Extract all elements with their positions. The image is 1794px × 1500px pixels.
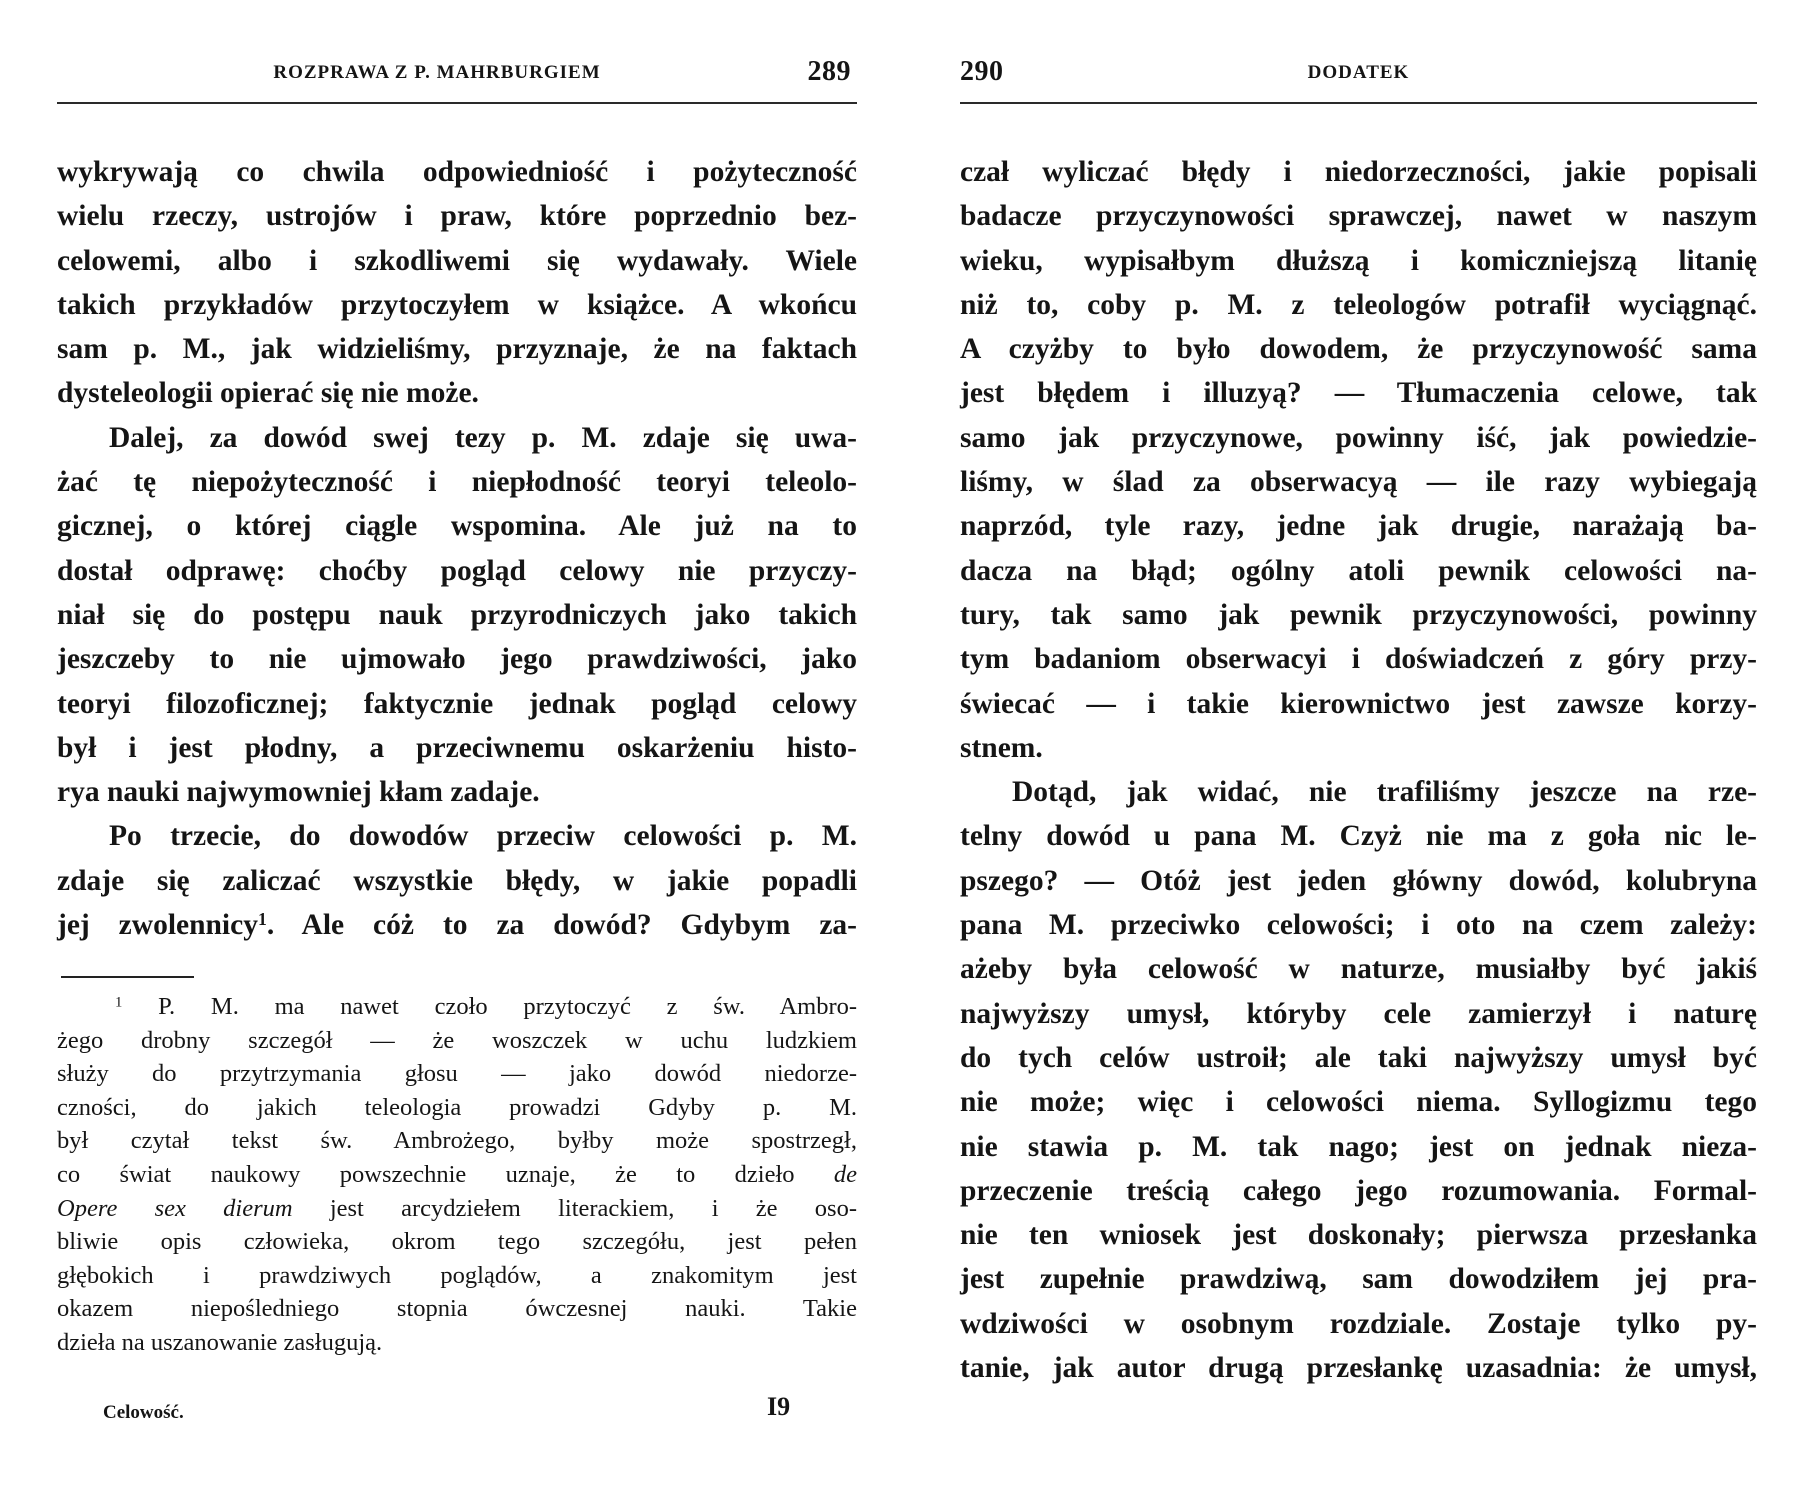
footnote-line: żego drobny szczegół — że woszczek w uchu ludzkiem — [57, 1026, 857, 1054]
text-line: był i jest płodny, a przeciwnemu oskarżeniu histo- — [57, 731, 857, 764]
text-line: rya nauki najwymowniej kłam zadaje. — [57, 776, 540, 809]
signature-mark: I9 — [767, 1392, 791, 1421]
running-title: DODATEK — [1307, 62, 1410, 83]
text-line: wieku, wypisałbym dłuższą i komiczniejszą litanię — [960, 244, 1757, 277]
paragraph-start: Dotąd, jak widać, nie trafiliśmy jeszcze na rze- — [1012, 776, 1757, 809]
footnote-line: był czytał tekst św. Ambrożego, byłby może spostrzegł, — [57, 1127, 857, 1155]
text-line: najwyższy umysł, któryby cele zamierzył i naturę — [960, 997, 1757, 1030]
text-line: nie stawia p. M. tak nago; jest on jednak nieza- — [960, 1130, 1757, 1163]
text-line: gicznej, o której ciągle wspomina. Ale już na to — [57, 510, 857, 543]
text-line: samo jak przyczynowe, powinny iść, jak powiedzie- — [960, 421, 1757, 454]
text-line: dacza na błąd; ogólny atoli pewnik celowości na- — [960, 554, 1757, 587]
footnote-line: głębokich i prawdziwych poglądów, a znakomitym jest — [57, 1261, 857, 1289]
running-head — [57, 56, 857, 86]
page-number: 289 — [807, 56, 851, 87]
text-line: ażeby była celowość w naturze, musiałby być jakiś — [960, 953, 1757, 986]
text-line: celowemi, albo i szkodliwemi się wydawały. Wiele — [57, 244, 857, 277]
footnote-line — [57, 1192, 857, 1226]
text-line: pana M. przeciwko celowości; i oto na czem zależy: — [960, 909, 1757, 942]
page-number: 290 — [960, 56, 1004, 87]
text-fragment: jej zwolennicy — [57, 909, 258, 942]
text-line: takich przykładów przytoczyłem w książce. A wkońcu — [57, 288, 857, 321]
footnote-line: bliwie opis człowieka, okrom tego szczegółu, jest pełen — [57, 1228, 857, 1256]
text-line: przeczenie treścią całego jego rozumowania. Formal- — [960, 1174, 1757, 1207]
footnote-line: czności, do jakich teleologia prowadzi Gdyby p. M. — [57, 1093, 857, 1121]
footnote-line: okazem niepośledniego stopnia ówczesnej nauki. Takie — [57, 1295, 857, 1323]
text-line: żać tę niepożyteczność i niepłodność teoryi teleolo- — [57, 466, 857, 499]
text-line: tym badaniom obserwacyi i doświadczeń z góry przy- — [960, 643, 1757, 676]
footnote-line — [57, 1158, 857, 1192]
text-line: świecać — i takie kierownictwo jest zawsze korzy- — [960, 687, 1757, 720]
text-line: niał się do postępu nauk przyrodniczych jako takich — [57, 598, 857, 631]
text-line: wielu rzeczy, ustrojów i praw, które poprzednio bez- — [57, 200, 857, 233]
text-line: tury, tak samo jak pewnik przyczynowości, powinny — [960, 598, 1757, 631]
footnote-rule — [61, 976, 194, 978]
text-line: nie ten wniosek jest doskonały; pierwsza przesłanka — [960, 1219, 1757, 1252]
text-line: A czyżby to było dowodem, że przyczynowość sama — [960, 333, 1757, 366]
text-line: nie może; więc i celowości niema. Syllogizmu tego — [960, 1086, 1757, 1119]
text-fragment: co świat naukowy powszechnie uznaje, że to dzieło — [57, 1160, 795, 1188]
footnote-line — [57, 990, 857, 1024]
text-line: do tych celów ustroił; ale taki najwyższy umysł być — [960, 1041, 1757, 1074]
header-rule — [960, 102, 1757, 104]
signature-title: Celowość. — [103, 1402, 184, 1423]
text-line: dysteleologii opierać się nie może. — [57, 377, 479, 410]
text-fragment: . Ale cóż to za dowód? Gdybym za- — [266, 909, 857, 942]
text-line: sam p. M., jak widzieliśmy, przyznaje, że na faktach — [57, 333, 857, 366]
text-line: dostał odprawę: choćby pogląd celowy nie przyczy- — [57, 554, 857, 587]
text-line: tanie, jak autor drugą przesłankę uzasadnia: że umysł, — [960, 1352, 1757, 1385]
footnote-reference[interactable]: 1 — [257, 909, 267, 930]
text-line: czał wyliczać błędy i niedorzeczności, jakie popisali — [960, 156, 1757, 188]
italic-title: de — [833, 1160, 857, 1188]
text-line: wykrywają co chwila odpowiedniość i pożyteczność — [57, 156, 857, 188]
footnote-marker: 1 — [115, 994, 123, 1011]
text-line: jest błędem i illuzyą? — Tłumaczenia celowe, tak — [960, 377, 1757, 410]
text-line: liśmy, w ślad za obserwacyą — ile razy wybiegają — [960, 466, 1757, 499]
footnote-line: służy do przytrzymania głosu — jako dowód niedorze- — [57, 1060, 857, 1088]
running-head — [960, 56, 1757, 86]
header-rule — [57, 102, 857, 104]
paragraph-start: Po trzecie, do dowodów przeciw celowości p. M. — [109, 820, 857, 853]
text-line: jeszczeby to nie ujmowało jego prawdziwości, jako — [57, 643, 857, 676]
running-title: ROZPRAWA Z P. MAHRBURGIEM — [273, 62, 601, 83]
text-line — [57, 903, 857, 947]
text-line: naprzód, tyle razy, jedne jak drugie, narażają ba- — [960, 510, 1757, 543]
body-text — [960, 150, 1757, 1390]
text-line: pszego? — Otóż jest jeden główny dowód, kolubryna — [960, 864, 1757, 897]
text-line: jest zupełnie prawdziwą, sam dowodziłem jej pra- — [960, 1263, 1757, 1296]
footnote — [57, 990, 857, 1360]
paragraph-start: Dalej, za dowód swej tezy p. M. zdaje się uwa- — [109, 421, 857, 454]
text-fragment: jest arcydziełem literackiem, i że oso- — [292, 1194, 857, 1222]
text-line: wdziwości w osobnym rozdziale. Zostaje tylko py- — [960, 1307, 1757, 1340]
body-text — [57, 150, 857, 947]
text-line: teoryi filozoficznej; faktycznie jednak pogląd celowy — [57, 687, 857, 720]
text-line: niż to, coby p. M. z teleologów potrafił wyciągnąć. — [960, 288, 1757, 321]
text-line: stnem. — [960, 731, 1043, 764]
text-line: zdaje się zaliczać wszystkie błędy, w jakie popadli — [57, 864, 857, 897]
text-line: telny dowód u pana M. Czyż nie ma z goła nic le- — [960, 820, 1757, 853]
italic-title: Opere sex dierum — [57, 1194, 293, 1222]
text-line: badacze przyczynowości sprawczej, nawet w naszym — [960, 200, 1757, 233]
footnote-line: dzieła na uszanowanie zasługują. — [57, 1328, 383, 1356]
text-fragment: P. M. ma nawet czoło przytoczyć z św. Ambro- — [158, 993, 858, 1020]
